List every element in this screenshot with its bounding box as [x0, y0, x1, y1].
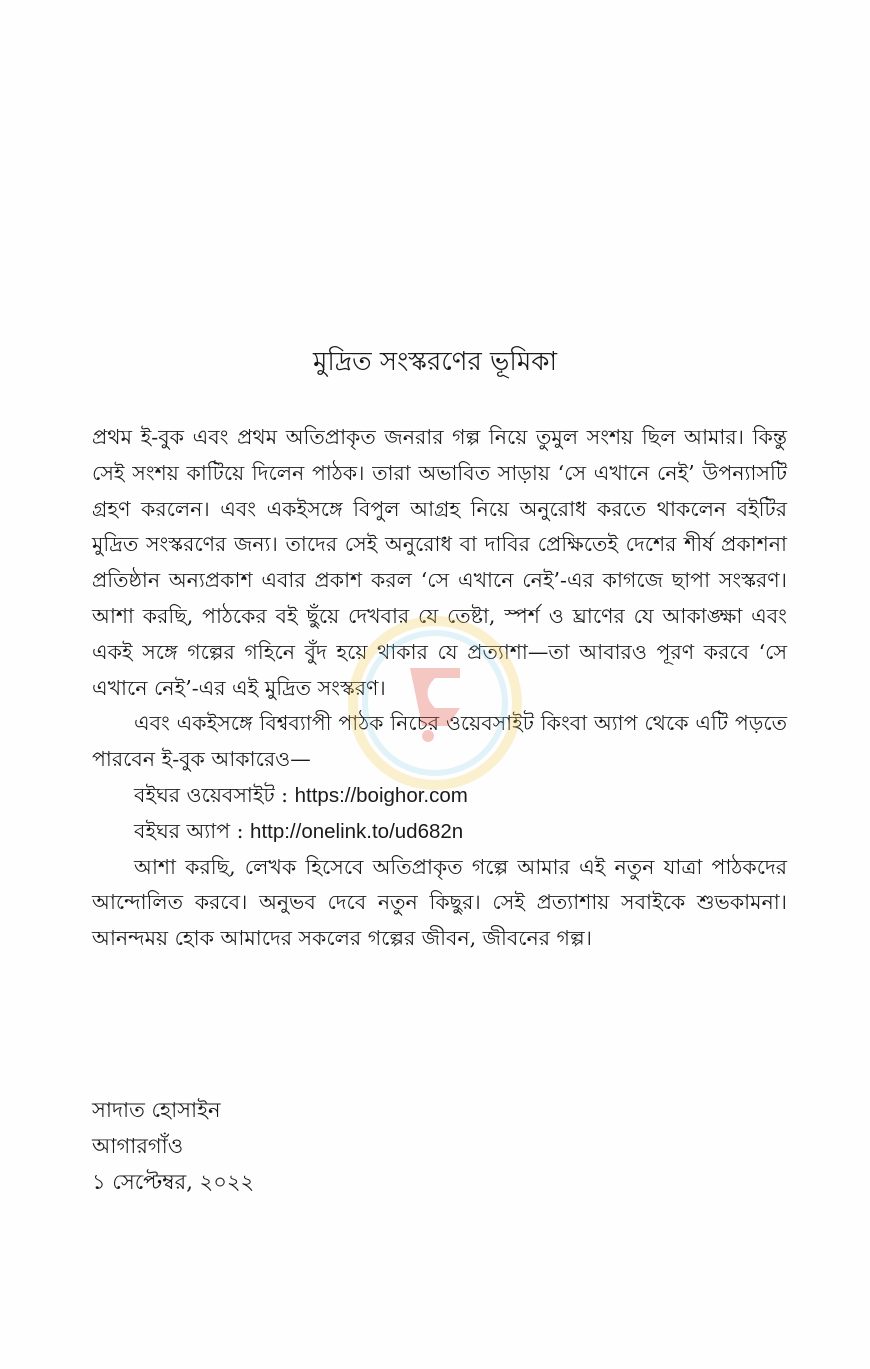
author-name: সাদাত হোসাইন [92, 1098, 221, 1122]
page-title: মুদ্রিত সংস্করণের ভূমিকা [312, 347, 558, 377]
app-line [92, 814, 787, 850]
app-url[interactable]: http://onelink.to/ud682n [250, 819, 464, 843]
paragraph-1: প্রথম ই-বুক এবং প্রথম অতিপ্রাকৃত জনরার গল্প নিয়ে তুমুল সংশয় ছিল আমার। কিন্তু সেই সংশয় কাটিয়ে দিলেন পাঠক। তারা অভাবিত সাড়ায় ‘সে এখানে নেই’ উপন্যাসটি গ্রহণ করলেন। এবং একইসঙ্গে বিপুল আগ্রহ নিয়ে অনুরোধ করতে থাকলেন বইটির মুদ্রিত সংস্করণের জন্য। তাদের সেই অনুরোধ বা দাবির প্রেক্ষিতেই দেশের শীর্ষ প্রকাশনা প্রতিষ্ঠান অন্যপ্রকাশ এবার প্রকাশ করল ‘সে এখানে নেই’-এর কাগজে ছাপা সংস্করণ। আশা করছি, পাঠকের বই ছুঁয়ে দেখবার যে তেষ্টা, স্পর্শ ও ঘ্রাণের যে আকাঙ্ক্ষা এবং একই সঙ্গে গল্পের গহিনে বুঁদ হয়ে থাকার যে প্রত্যাশা—তা আবারও পূরণ করবে ‘সে এখানে নেই’-এর এই মুদ্রিত সংস্করণ। [92, 425, 787, 700]
website-line [92, 778, 787, 814]
place-name: আগারগাঁও [92, 1134, 184, 1158]
paragraph-2: এবং একইসঙ্গে বিশ্বব্যাপী পাঠক নিচের ওয়েবসাইট কিংবা অ্যাপ থেকে এটি পড়তে পারবেন ই-বুক আকারেও— [92, 711, 787, 772]
signature-block [92, 1092, 254, 1200]
website-label: বইঘর ওয়েবসাইট : [134, 782, 289, 807]
preface-body [92, 420, 787, 957]
paragraph-3: আশা করছি, লেখক হিসেবে অতিপ্রাকৃত গল্পে আমার এই নতুন যাত্রা পাঠকদের আন্দোলিত করবে। অনুভব দেবে নতুন কিছুর। সেই প্রত্যাশায় সবাইকে শুভকামনা। আনন্দময় হোক আমাদের সকলের গল্পের জীবন, জীবনের গল্প। [92, 854, 787, 951]
website-url[interactable]: https://boighor.com [294, 783, 468, 807]
app-label: বইঘর অ্যাপ : [134, 818, 244, 843]
signature-date: ১ সেপ্টেম্বর, ২০২২ [92, 1170, 255, 1194]
